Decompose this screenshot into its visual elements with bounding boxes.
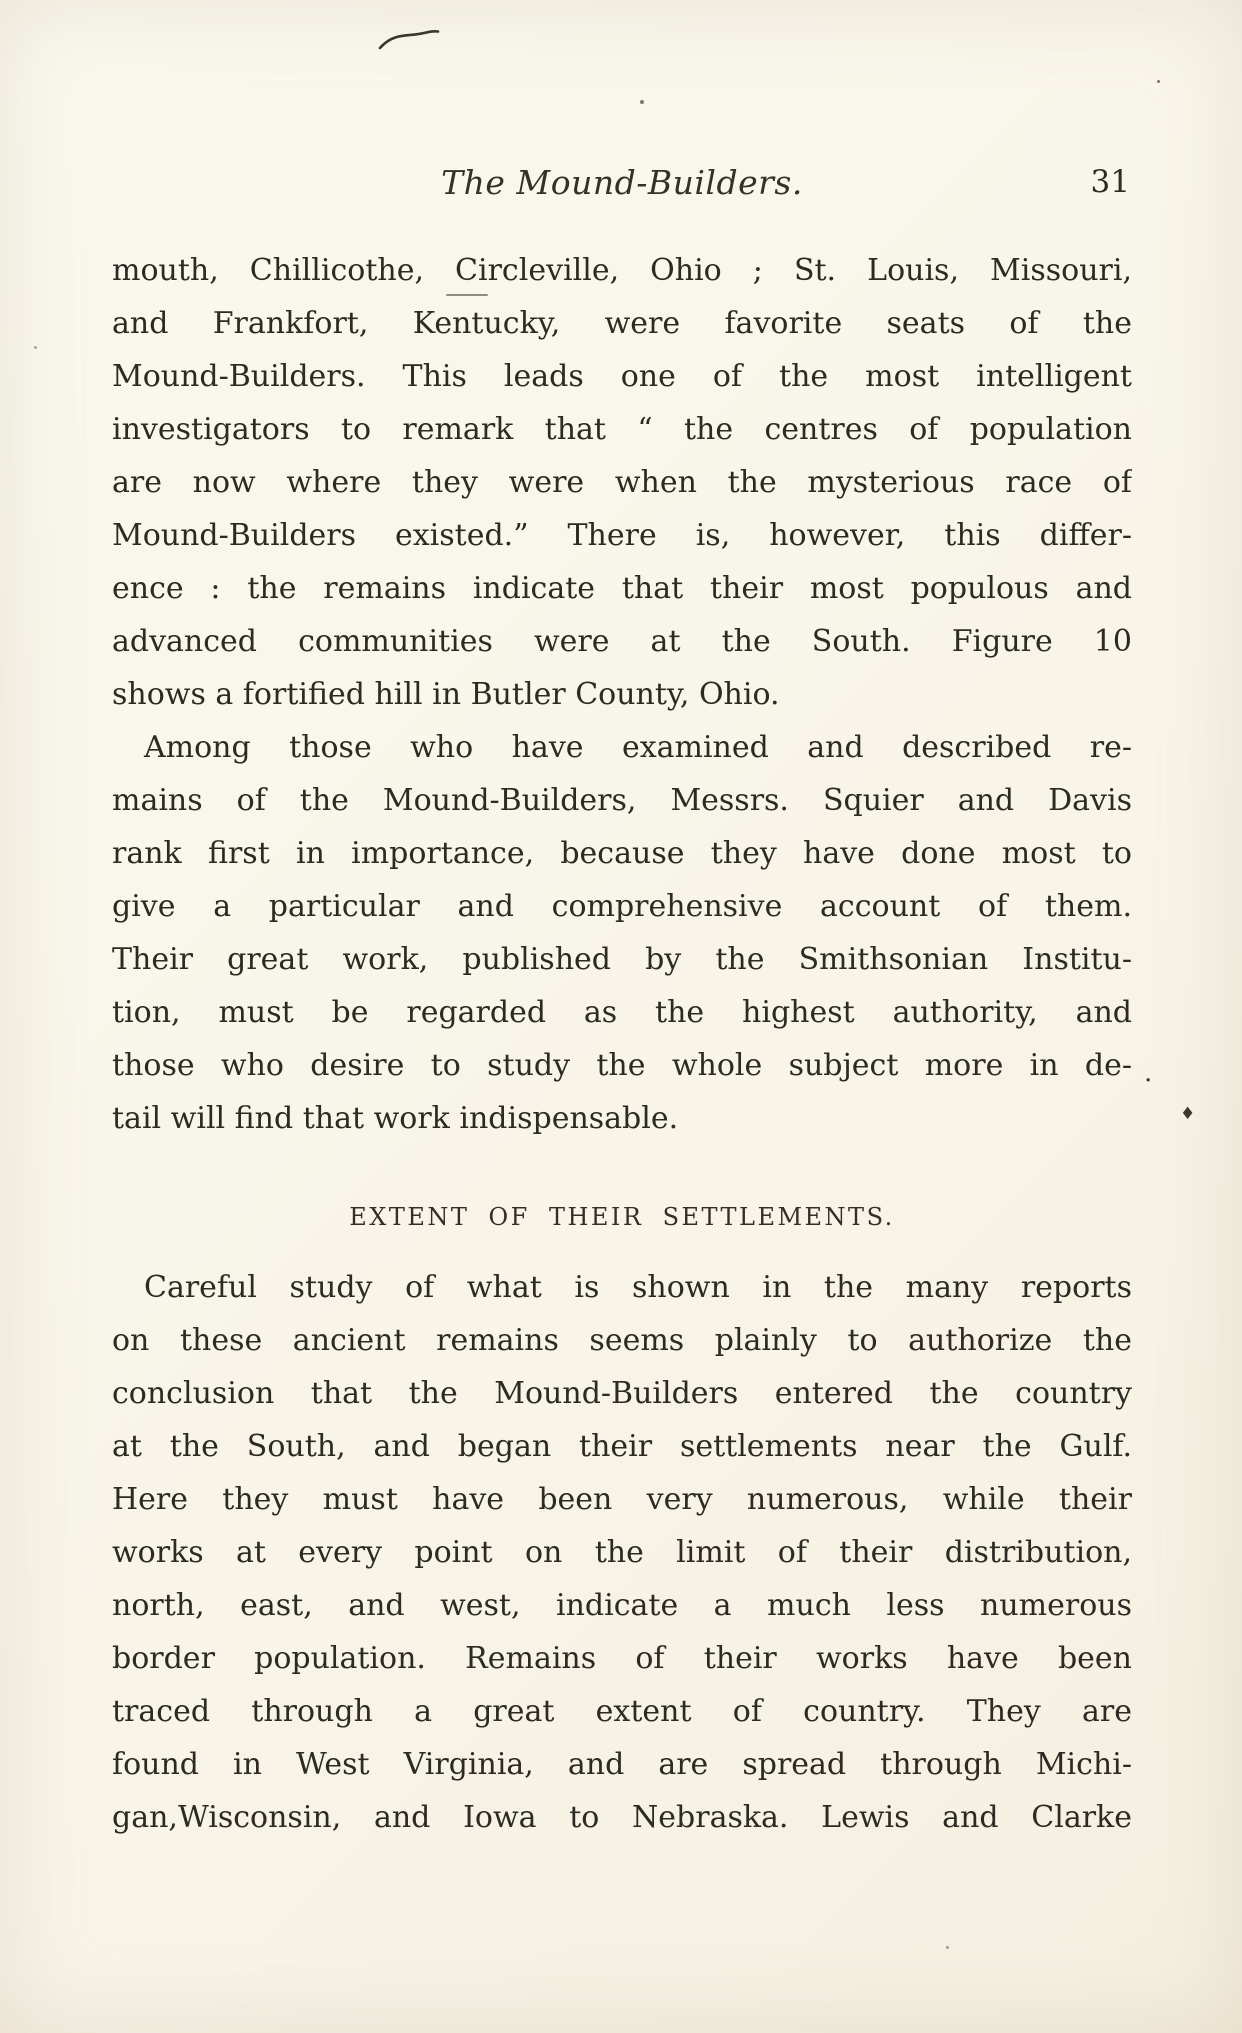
margin-diamond-mark: ♦: [1180, 1104, 1196, 1124]
text-block: [112, 244, 1132, 1844]
text-line: shows a fortified hill in Butler County, Ohio.: [112, 677, 780, 712]
text-line: Mound-Builders. This leads one of the most intelligent: [112, 359, 1132, 394]
text-line: Here they must have been very numerous, while their: [112, 1482, 1132, 1517]
ink-speck: [34, 346, 37, 349]
text-line: Careful study of what is shown in the many reports: [144, 1270, 1132, 1305]
text-line: border population. Remains of their works have been: [112, 1641, 1132, 1676]
running-header-title: The Mound-Builders.: [441, 163, 803, 202]
text-line: those who desire to study the whole subject more in de-: [112, 1048, 1132, 1083]
ink-speck: [946, 1946, 949, 1949]
section-heading: EXTENT OF THEIR SETTLEMENTS.: [349, 1203, 895, 1231]
running-header: [112, 163, 1132, 209]
paragraph: [112, 244, 1132, 721]
ink-speck: [1157, 80, 1160, 83]
paragraph: [112, 1261, 1132, 1844]
text-line: ence : the remains indicate that their most populous and: [112, 571, 1132, 606]
text-line: works at every point on the limit of their distribution,: [112, 1535, 1132, 1570]
text-line: gan,Wisconsin, and Iowa to Nebraska. Lewis and Clarke: [112, 1800, 1132, 1835]
text-line: mains of the Mound-Builders, Messrs. Squier and Davis: [112, 783, 1132, 818]
text-line: Their great work, published by the Smithsonian Institu-: [112, 942, 1132, 977]
paragraph: [112, 721, 1132, 1145]
text-line: north, east, and west, indicate a much less numerous: [112, 1588, 1132, 1623]
ink-speck: [640, 100, 644, 104]
stray-dot-mark: .: [1144, 1058, 1153, 1088]
text-line: investigators to remark that “ the centres of population: [112, 412, 1132, 447]
text-line: traced through a great extent of country. They are: [112, 1694, 1132, 1729]
text-line: mouth, Chillicothe, Circleville, Ohio ; St. Louis, Missouri,: [112, 253, 1132, 288]
text-line: advanced communities were at the South. Figure 10: [112, 624, 1132, 659]
text-line: are now where they were when the mysterious race of: [112, 465, 1132, 500]
text-line: rank first in importance, because they have done most to: [112, 836, 1132, 871]
text-line: tail will find that work indispensable.: [112, 1101, 679, 1136]
text-line: at the South, and began their settlements near the Gulf.: [112, 1429, 1132, 1464]
text-line: and Frankfort, Kentucky, were favorite seats of the: [112, 306, 1132, 341]
text-line: conclusion that the Mound-Builders entered the country: [112, 1376, 1132, 1411]
text-line: Among those who have examined and described re-: [144, 730, 1132, 765]
text-line: tion, must be regarded as the highest authority, and: [112, 995, 1132, 1030]
text-line: found in West Virginia, and are spread through Michi-: [112, 1747, 1132, 1782]
page-number: 31: [1090, 164, 1130, 200]
text-line: Mound-Builders existed.” There is, however, this differ-: [112, 518, 1132, 553]
ink-underline-mark: [446, 294, 488, 296]
text-line: on these ancient remains seems plainly to authorize the: [112, 1323, 1132, 1358]
text-line: give a particular and comprehensive account of them.: [112, 889, 1132, 924]
pen-stroke-mark: [378, 28, 440, 52]
